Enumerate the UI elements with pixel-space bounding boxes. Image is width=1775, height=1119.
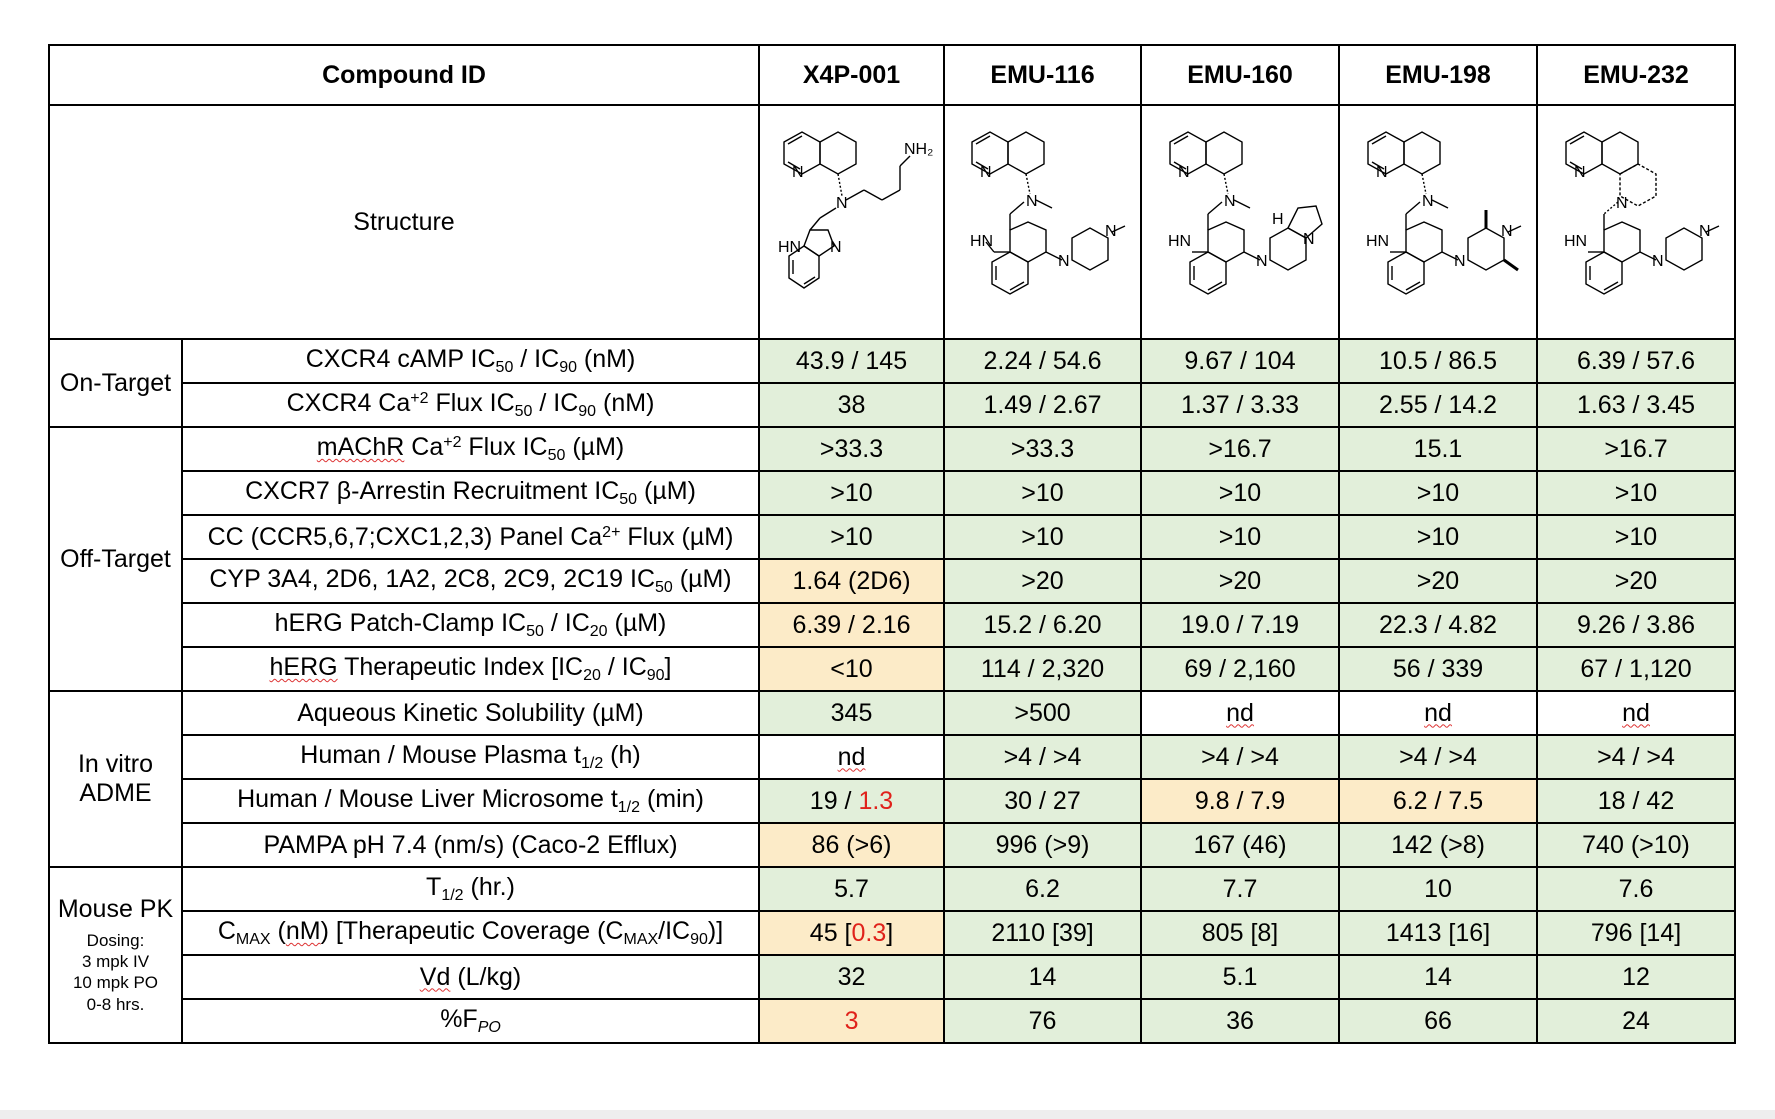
cell-cyp-emu-160: >20	[1141, 559, 1339, 603]
cell-cxcr7-emu-116: >10	[944, 471, 1141, 515]
cell-herg-ti-emu-232: 67 / 1,120	[1537, 647, 1735, 691]
svg-text:N: N	[1302, 231, 1315, 248]
svg-text:N: N	[1573, 164, 1586, 181]
cell-machr-emu-232: >16.7	[1537, 427, 1735, 471]
cell-cc-emu-232: >10	[1537, 515, 1735, 559]
cell-caflux-emu-232: 1.63 / 3.45	[1537, 383, 1735, 427]
cell-herg-ti-x4p-001: <10	[759, 647, 944, 691]
row-label-t-half: $T_{1/2}$ (hr.)	[182, 867, 759, 911]
cell-microsome-x4p-001: 19 / 1.3	[759, 779, 944, 823]
cell-plasma-emu-160: >4 / >4	[1141, 735, 1339, 779]
svg-text:N: N	[1615, 195, 1628, 212]
row-label-pampa: PAMPA pH 7.4 (nm/s) (Caco-2 Efflux)	[182, 823, 759, 867]
molecule-emu-160-image	[1148, 122, 1333, 322]
svg-text:N: N	[792, 164, 804, 181]
cell-microsome-emu-160: 9.8 / 7.9	[1141, 779, 1339, 823]
svg-text:HN: HN	[1563, 233, 1587, 250]
table-row	[49, 955, 1735, 999]
svg-text:N: N	[1058, 253, 1070, 270]
cell-caflux-x4p-001: 38	[759, 383, 944, 427]
group-label-mouse-pk	[49, 867, 182, 1043]
cell-cxcr7-emu-160: >10	[1141, 471, 1339, 515]
structure-emu-160	[1141, 105, 1339, 339]
svg-text:NH₂: NH₂	[904, 141, 934, 158]
svg-text:HN: HN	[778, 239, 802, 256]
svg-text:HN: HN	[1365, 233, 1389, 250]
row-label-cxcr4-camp: CXCR4 cAMP $IC_{50} / IC_{90}$ (nM)	[182, 339, 759, 383]
cell-caflux-emu-198: 2.55 / 14.2	[1339, 383, 1537, 427]
svg-text:H: H	[1271, 211, 1284, 228]
cell-solub-emu-232: nd	[1537, 691, 1735, 735]
footer-bar	[0, 1110, 1775, 1119]
cell-plasma-emu-198: >4 / >4	[1339, 735, 1537, 779]
cell-cc-emu-116: >10	[944, 515, 1141, 559]
cell-cc-emu-198: >10	[1339, 515, 1537, 559]
cell-camp-emu-198: 10.5 / 86.5	[1339, 339, 1537, 383]
row-label-solubility: Aqueous Kinetic Solubility (µM)	[182, 691, 759, 735]
compound-id-header: Compound ID	[49, 45, 759, 105]
cell-plasma-x4p-001: nd	[759, 735, 944, 779]
svg-text:N: N	[836, 195, 848, 212]
svg-text:N: N	[1105, 223, 1117, 240]
cell-herg-x4p-001: 6.39 / 2.16	[759, 603, 944, 647]
cell-pampa-x4p-001: 86 (>6)	[759, 823, 944, 867]
compound-header-emu-116: EMU-116	[944, 45, 1141, 105]
molecule-emu-232-image	[1544, 122, 1729, 322]
table-row	[49, 515, 1735, 559]
cell-herg-emu-198: 22.3 / 4.82	[1339, 603, 1537, 647]
molecule-emu-116-image	[950, 122, 1135, 322]
cell-vd-x4p-001: 32	[759, 955, 944, 999]
group-label-in-vitro-adme: In vitro ADME	[49, 691, 182, 867]
structure-emu-198	[1339, 105, 1537, 339]
cell-cmax-emu-232: 796 [14]	[1537, 911, 1735, 955]
cell-camp-emu-160: 9.67 / 104	[1141, 339, 1339, 383]
svg-text:HN: HN	[1167, 233, 1191, 250]
cell-machr-x4p-001: >33.3	[759, 427, 944, 471]
compound-comparison-table	[48, 44, 1736, 1044]
cell-vd-emu-232: 12	[1537, 955, 1735, 999]
group-label-on-target: On-Target	[49, 339, 182, 427]
cell-thalf-emu-198: 10	[1339, 867, 1537, 911]
cell-cc-emu-160: >10	[1141, 515, 1339, 559]
cell-vd-emu-116: 14	[944, 955, 1141, 999]
cell-machr-emu-198: 15.1	[1339, 427, 1537, 471]
cell-camp-emu-232: 6.39 / 57.6	[1537, 339, 1735, 383]
table-row	[49, 735, 1735, 779]
row-label-vd: Vd (L/kg)	[182, 955, 759, 999]
header-row	[49, 45, 1735, 105]
cell-microsome-emu-116: 30 / 27	[944, 779, 1141, 823]
row-label-cmax: $C_{MAX}$ (nM) [Therapeutic Coverage $(C_{MAX}/IC_{90})$]	[182, 911, 759, 955]
cell-pampa-emu-160: 167 (46)	[1141, 823, 1339, 867]
row-label-machr: mAChR $Ca^{+2}$ Flux $IC_{50}$ (µM)	[182, 427, 759, 471]
table-row	[49, 691, 1735, 735]
group-label-off-target: Off-Target	[49, 427, 182, 691]
cell-cmax-emu-116: 2110 [39]	[944, 911, 1141, 955]
cell-machr-emu-116: >33.3	[944, 427, 1141, 471]
cell-cmax-emu-160: 805 [8]	[1141, 911, 1339, 955]
cell-cxcr7-x4p-001: >10	[759, 471, 944, 515]
cell-thalf-emu-232: 7.6	[1537, 867, 1735, 911]
compound-header-x4p-001: X4P-001	[759, 45, 944, 105]
row-label-cxcr4-ca-flux: CXCR4 $Ca^{+2}$ Flux $IC_{50} / IC_{90}$ (nM)	[182, 383, 759, 427]
cell-cmax-x4p-001: 45 [0.3]	[759, 911, 944, 955]
cell-pampa-emu-232: 740 (>10)	[1537, 823, 1735, 867]
cell-cyp-x4p-001: 1.64 (2D6)	[759, 559, 944, 603]
cell-fpo-emu-116: 76	[944, 999, 1141, 1043]
svg-text:N: N	[1255, 253, 1268, 270]
cell-cxcr7-emu-232: >10	[1537, 471, 1735, 515]
svg-text:N: N	[1026, 193, 1038, 210]
svg-text:N: N	[1177, 164, 1190, 181]
compound-header-emu-198: EMU-198	[1339, 45, 1537, 105]
table-row	[49, 867, 1735, 911]
cell-machr-emu-160: >16.7	[1141, 427, 1339, 471]
cell-fpo-emu-232: 24	[1537, 999, 1735, 1043]
cell-herg-emu-116: 15.2 / 6.20	[944, 603, 1141, 647]
row-label-cc-panel: CC (CCR5,6,7;CXC1,2,3) Panel $Ca^{2+}$ Flux (µM)	[182, 515, 759, 559]
table-row	[49, 559, 1735, 603]
table-row	[49, 911, 1735, 955]
cell-vd-emu-160: 5.1	[1141, 955, 1339, 999]
cell-solub-emu-198: nd	[1339, 691, 1537, 735]
cell-cyp-emu-116: >20	[944, 559, 1141, 603]
cell-cyp-emu-232: >20	[1537, 559, 1735, 603]
row-label-cxcr7: CXCR7 β-Arrestin Recruitment $IC_{50}$ (µM)	[182, 471, 759, 515]
cell-microsome-emu-232: 18 / 42	[1537, 779, 1735, 823]
dosing-note: Dosing: 3 mpk IV 10 mpk PO 0-8 hrs.	[72, 930, 159, 1014]
svg-text:N: N	[1651, 253, 1664, 270]
molecule-emu-198-image	[1346, 122, 1531, 322]
cell-solub-x4p-001: 345	[759, 691, 944, 735]
molecule-x4p-001-image	[764, 122, 939, 322]
table-row	[49, 339, 1735, 383]
compound-header-emu-232: EMU-232	[1537, 45, 1735, 105]
structure-row	[49, 105, 1735, 339]
svg-text:N: N	[1500, 223, 1513, 240]
cell-thalf-emu-116: 6.2	[944, 867, 1141, 911]
cell-thalf-emu-160: 7.7	[1141, 867, 1339, 911]
cell-pampa-emu-116: 996 (>9)	[944, 823, 1141, 867]
svg-text:N: N	[1223, 193, 1236, 210]
cell-solub-emu-116: >500	[944, 691, 1141, 735]
row-label-fpo: $\%F_{PO}$	[182, 999, 759, 1043]
compound-header-emu-160: EMU-160	[1141, 45, 1339, 105]
structure-x4p-001	[759, 105, 944, 339]
cell-cyp-emu-198: >20	[1339, 559, 1537, 603]
cell-fpo-emu-198: 66	[1339, 999, 1537, 1043]
cell-microsome-emu-198: 6.2 / 7.5	[1339, 779, 1537, 823]
svg-text:N: N	[1453, 253, 1466, 270]
table-row	[49, 823, 1735, 867]
table-row	[49, 471, 1735, 515]
cell-cc-x4p-001: >10	[759, 515, 944, 559]
table-row	[49, 603, 1735, 647]
structure-label: Structure	[49, 105, 759, 339]
cell-caflux-emu-160: 1.37 / 3.33	[1141, 383, 1339, 427]
row-label-plasma-stability: Human / Mouse Plasma $t_{1/2}$ (h)	[182, 735, 759, 779]
table-row	[49, 999, 1735, 1043]
cell-solub-emu-160: nd	[1141, 691, 1339, 735]
svg-text:N: N	[980, 164, 992, 181]
cell-herg-emu-232: 9.26 / 3.86	[1537, 603, 1735, 647]
cell-fpo-x4p-001: 3	[759, 999, 944, 1043]
svg-text:N: N	[830, 239, 842, 256]
cell-plasma-emu-232: >4 / >4	[1537, 735, 1735, 779]
table-row	[49, 383, 1735, 427]
row-label-liver-microsome: Human / Mouse Liver Microsome $t_{1/2}$ (min)	[182, 779, 759, 823]
row-label-cyp: CYP 3A4, 2D6, 1A2, 2C8, 2C9, 2C19 $IC_{50}$ (µM)	[182, 559, 759, 603]
svg-text:HN: HN	[970, 233, 994, 250]
cell-camp-emu-116: 2.24 / 54.6	[944, 339, 1141, 383]
cell-cmax-emu-198: 1413 [16]	[1339, 911, 1537, 955]
svg-text:N: N	[1698, 223, 1711, 240]
svg-text:N: N	[1421, 193, 1434, 210]
structure-emu-232	[1537, 105, 1735, 339]
cell-herg-ti-emu-160: 69 / 2,160	[1141, 647, 1339, 691]
row-label-herg-patch-clamp: hERG Patch-Clamp $IC_{50} / IC_{20}$ (µM)	[182, 603, 759, 647]
cell-fpo-emu-160: 36	[1141, 999, 1339, 1043]
cell-caflux-emu-116: 1.49 / 2.67	[944, 383, 1141, 427]
mouse-pk-title: Mouse PK	[57, 895, 174, 924]
table-row	[49, 427, 1735, 471]
cell-herg-ti-emu-198: 56 / 339	[1339, 647, 1537, 691]
cell-pampa-emu-198: 142 (>8)	[1339, 823, 1537, 867]
cell-plasma-emu-116: >4 / >4	[944, 735, 1141, 779]
cell-thalf-x4p-001: 5.7	[759, 867, 944, 911]
cell-cxcr7-emu-198: >10	[1339, 471, 1537, 515]
structure-emu-116	[944, 105, 1141, 339]
cell-vd-emu-198: 14	[1339, 955, 1537, 999]
cell-camp-x4p-001: 43.9 / 145	[759, 339, 944, 383]
table-row	[49, 779, 1735, 823]
table-row	[49, 647, 1735, 691]
row-label-herg-therapeutic-index: hERG Therapeutic Index $[IC_{20} / IC_{90}]$	[182, 647, 759, 691]
cell-herg-ti-emu-116: 114 / 2,320	[944, 647, 1141, 691]
svg-text:N: N	[1375, 164, 1388, 181]
cell-herg-emu-160: 19.0 / 7.19	[1141, 603, 1339, 647]
